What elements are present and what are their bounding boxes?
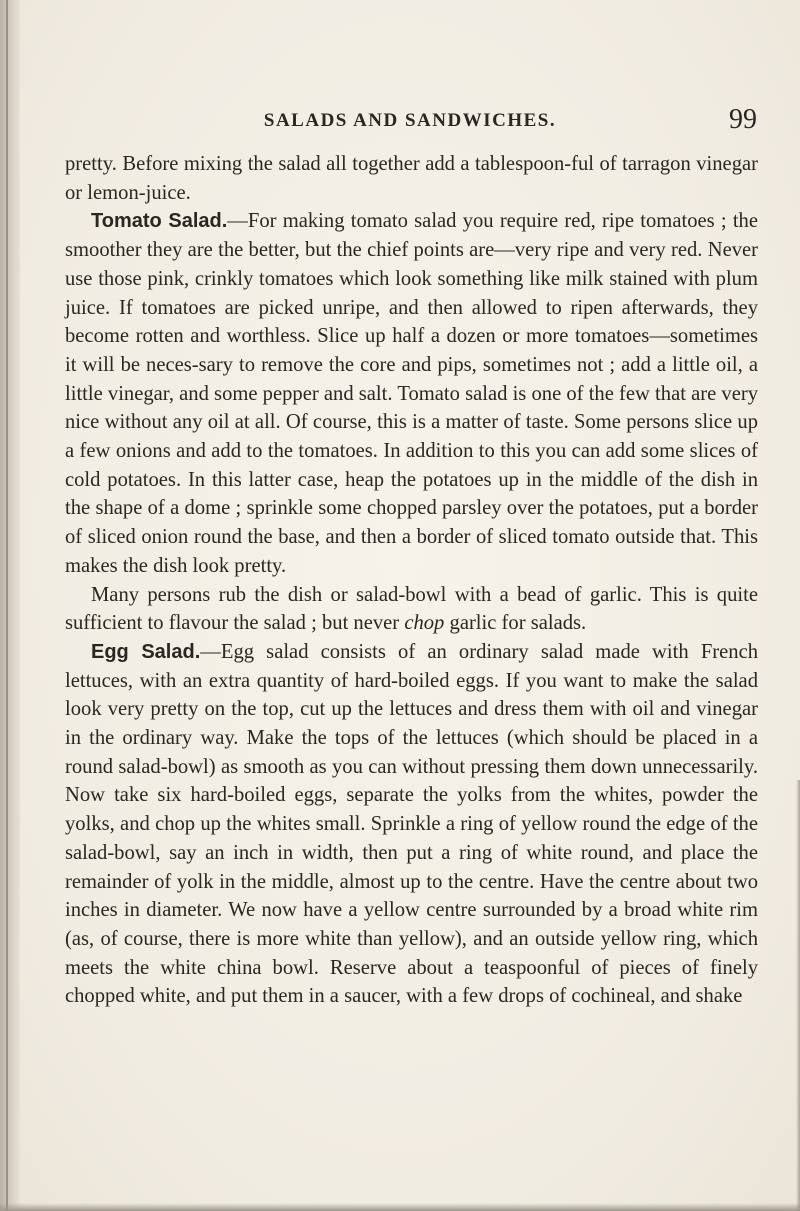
body-text [65,150,758,1011]
garlic-italic-word: chop [404,612,445,635]
paragraph-continuation: pretty. Before mixing the salad all together add a tablespoon-ful of tarragon vinegar or lemon-juice. [65,153,758,204]
garlic-text-before: Many persons rub the dish or salad-bowl with a bead of garlic. This is quite sufficient to flavour the salad ; but never [65,583,758,635]
page-right-edge-shadow [796,780,800,1211]
egg-salad-text: —Egg salad consists of an ordinary salad made with French lettuces, with an extra quantity of hard-boiled eggs. If you want to make the salad look very pretty on the top, cut up the lettuces and dress them with oil and vinegar in the ordinary way. Make the tops of the lettuces (which should be placed in a round salad-bowl) as smooth as you can without pressing them down unnecessarily. Now take six hard-boiled eggs, separate the yolks from the whites, powder the yolks, and chop up the whites small. Sprinkle a ring of yellow round the edge of the salad-bowl, say an inch in width, then put a ring of white round, and place the remainder of yolk in the middle, almost up to the centre. Have the centre about two inches in diameter. We now have a yellow centre surrounded by a broad white rim (as, of course, there is more white than yellow), and an outside yellow ring, which meets the white china bowl. Reserve about a teaspoonful of pieces of finely chopped white, and put them in a saucer, with a few drops of cochineal, and shake [65,640,759,1008]
running-title: SALADS AND SANDWICHES. [263,110,557,131]
page-number: 99 [729,104,757,135]
page-binding-edge [0,0,20,1211]
paragraph-tomato-salad [65,207,758,580]
binding-shadow-line [6,0,8,1211]
section-heading-egg-salad: Egg Salad. [91,640,201,663]
garlic-text-after: garlic for salads. [449,612,587,635]
paragraph-garlic [65,581,758,638]
tomato-salad-text: —For making tomato salad you require red, ripe tomatoes ; the smoother they are the better, but the chief points are—very ripe and very red. Never use those pink, crinkly tomatoes which look something like milk stained with plum juice. If tomatoes are picked unripe, and then allowed to ripen afterwards, they become rotten and worthless. Slice up half a dozen or more tomatoes—sometimes it will be neces-sary to remove the core and pips, sometimes not ; add a little oil, a little vinegar, and some pepper and salt. Tomato salad is one of the few that are very nice without any oil at all. Of course, this is a matter of taste. Some persons slice up a few onions and add to the tomatoes. In addition to this you can add some slices of cold potatoes. In this latter case, heap the potatoes up in the middle of the dish in the shape of a dome ; sprinkle some chopped parsley over the potatoes, put a border of sliced onion round the base, and then a border of sliced tomato outside that. This makes the dish look pretty. [65,210,758,577]
paragraph-egg-salad [65,638,758,1011]
section-heading-tomato-salad: Tomato Salad. [91,210,228,233]
page-bottom-shadow [0,1203,800,1211]
page-header [60,104,760,144]
